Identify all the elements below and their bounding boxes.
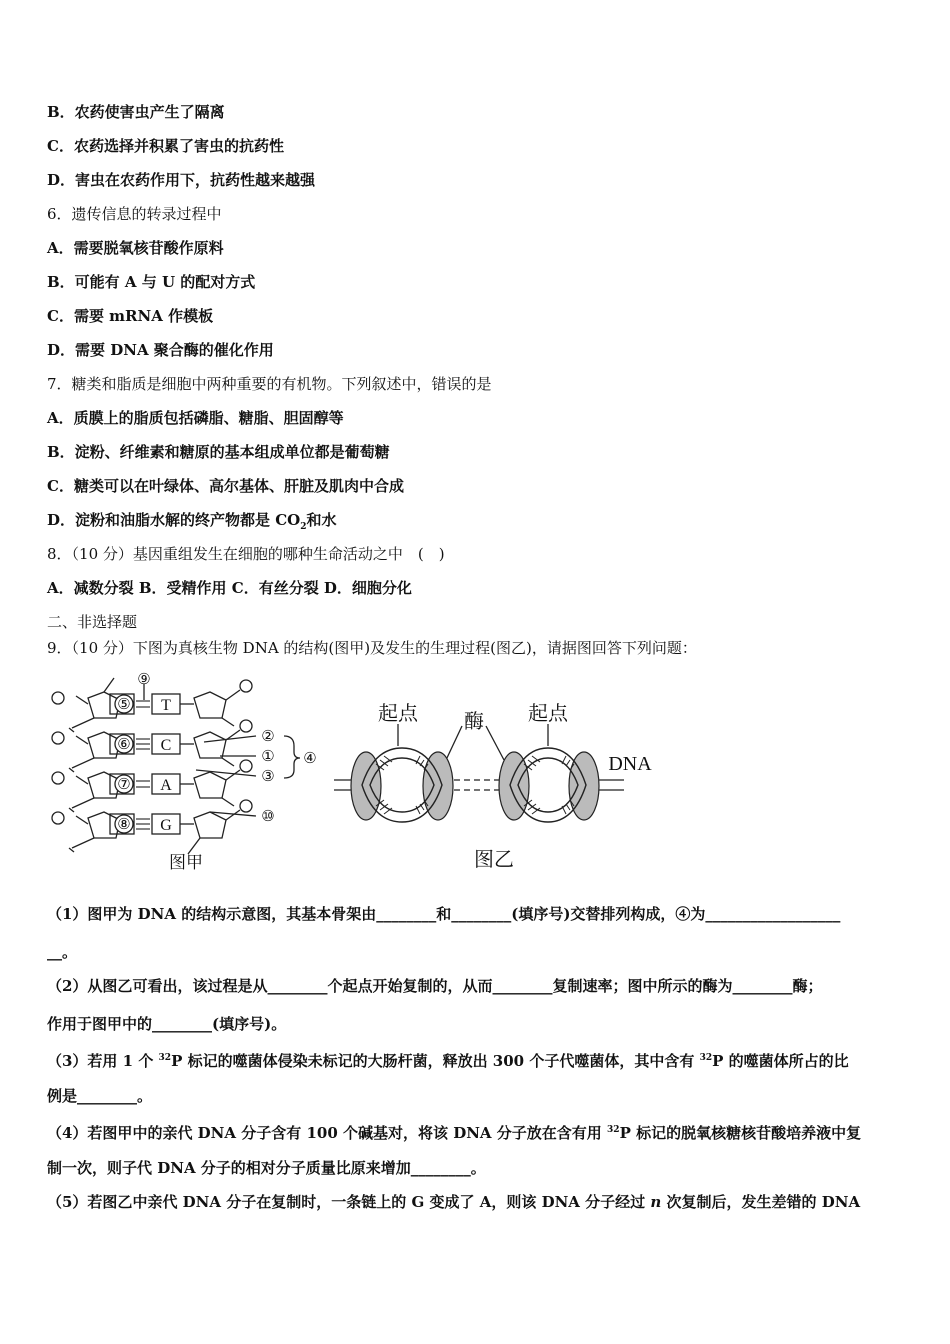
q9-part3-line2: 例是________。 bbox=[47, 1087, 153, 1105]
q6-option-b: B．可能有 A 与 U 的配对方式 bbox=[47, 273, 256, 291]
figure-a-caption: 图甲 bbox=[169, 853, 203, 872]
label-3: ③ bbox=[261, 769, 275, 785]
q9-part5-line1: （5）若图乙中亲代 DNA 分子在复制时，一条链上的 G 变成了 A，则该 DNA 分子经过 n 次复制后，发生差错的 DNA bbox=[47, 1193, 861, 1211]
q5-option-b: B．农药使害虫产生了隔离 bbox=[47, 103, 225, 121]
q9-part4-line1: （4）若图甲中的亲代 DNA 分子含有 100 个碱基对，将该 DNA 分子放在含有用 $^{32}$P 标记的脱氧核糖核苷酸培养液中复 bbox=[47, 1124, 862, 1142]
q5-option-d: D．害虫在农药作用下，抗药性越来越强 bbox=[47, 171, 316, 189]
q6-option-d: D．需要 DNA 聚合酶的催化作用 bbox=[47, 341, 274, 359]
q9-part1-line1: （1）图甲为 DNA 的结构示意图，其基本骨架由________和________(填序号)交替排列构成，④为__________________ bbox=[47, 905, 841, 923]
figure-b-caption: 图乙 bbox=[474, 849, 514, 871]
label-10: ⑩ bbox=[261, 809, 275, 825]
strand-number: ⑧ bbox=[117, 817, 131, 833]
dna-structure-figure bbox=[44, 670, 329, 875]
base-letter: T bbox=[161, 697, 171, 714]
q9-part1-line2: __。 bbox=[47, 943, 78, 961]
base-letter: C bbox=[160, 737, 172, 754]
label-4: ④ bbox=[303, 751, 317, 767]
label-1: ① bbox=[261, 749, 275, 765]
dna-replication-figure bbox=[334, 690, 664, 880]
q6-option-c: C．需要 mRNA 作模板 bbox=[47, 307, 214, 325]
q9-part3-line1: （3）若用 1 个 $^{32}$P 标记的噬菌体侵染未标记的大肠杆菌，释放出 300 个子代噬菌体，其中含有 $^{32}$P 的噬菌体所占的比 bbox=[47, 1052, 849, 1070]
origin-label-left: 起点 bbox=[378, 703, 418, 725]
label-9: ⑨ bbox=[137, 672, 151, 688]
q6-stem: 6．遗传信息的转录过程中 bbox=[47, 205, 222, 223]
base-letter: G bbox=[160, 817, 172, 834]
q7-option-d: D．淀粉和油脂水解的终产物都是 $CO_2$和水 bbox=[47, 511, 337, 532]
q9-part2-line1: （2）从图乙可看出，该过程是从________个起点开始复制的，从而________复制速率；图中所示的酶为________酶； bbox=[47, 977, 823, 995]
dna-label: DNA bbox=[608, 753, 652, 775]
section-heading: 二、非选择题 bbox=[47, 613, 138, 631]
q6-option-a: A．需要脱氧核苷酸作原料 bbox=[47, 239, 224, 257]
strand-number: ⑥ bbox=[117, 737, 131, 753]
base-letter: A bbox=[160, 777, 172, 794]
q9-stem: 9．（10 分）下图为真核生物 DNA 的结构(图甲)及发生的生理过程(图乙)，请据图回答下列问题： bbox=[47, 639, 697, 657]
enzyme-label: 酶 bbox=[464, 711, 484, 733]
label-2: ② bbox=[261, 729, 275, 745]
origin-label-right: 起点 bbox=[528, 703, 568, 725]
q8-stem: 8．（10 分）基因重组发生在细胞的哪种生命活动之中 ( ) bbox=[47, 545, 445, 563]
q7-option-a: A．质膜上的脂质包括磷脂、糖脂、胆固醇等 bbox=[47, 409, 344, 427]
q9-part4-line2: 制一次，则子代 DNA 分子的相对分子质量比原来增加________。 bbox=[47, 1159, 486, 1177]
strand-number: ⑤ bbox=[117, 697, 131, 713]
q8-options: A．减数分裂 B．受精作用 C．有丝分裂 D．细胞分化 bbox=[47, 579, 412, 597]
strand-number: ⑦ bbox=[117, 777, 131, 793]
q9-part2-line2: 作用于图甲中的________(填序号)。 bbox=[47, 1015, 287, 1033]
q7-option-b: B．淀粉、纤维素和糖原的基本组成单位都是葡萄糖 bbox=[47, 443, 390, 461]
q7-stem: 7．糖类和脂质是细胞中两种重要的有机物。下列叙述中，错误的是 bbox=[47, 375, 492, 393]
q7-option-c: C．糖类可以在叶绿体、高尔基体、肝脏及肌肉中合成 bbox=[47, 477, 404, 495]
q5-option-c: C．农药选择并积累了害虫的抗药性 bbox=[47, 137, 284, 155]
